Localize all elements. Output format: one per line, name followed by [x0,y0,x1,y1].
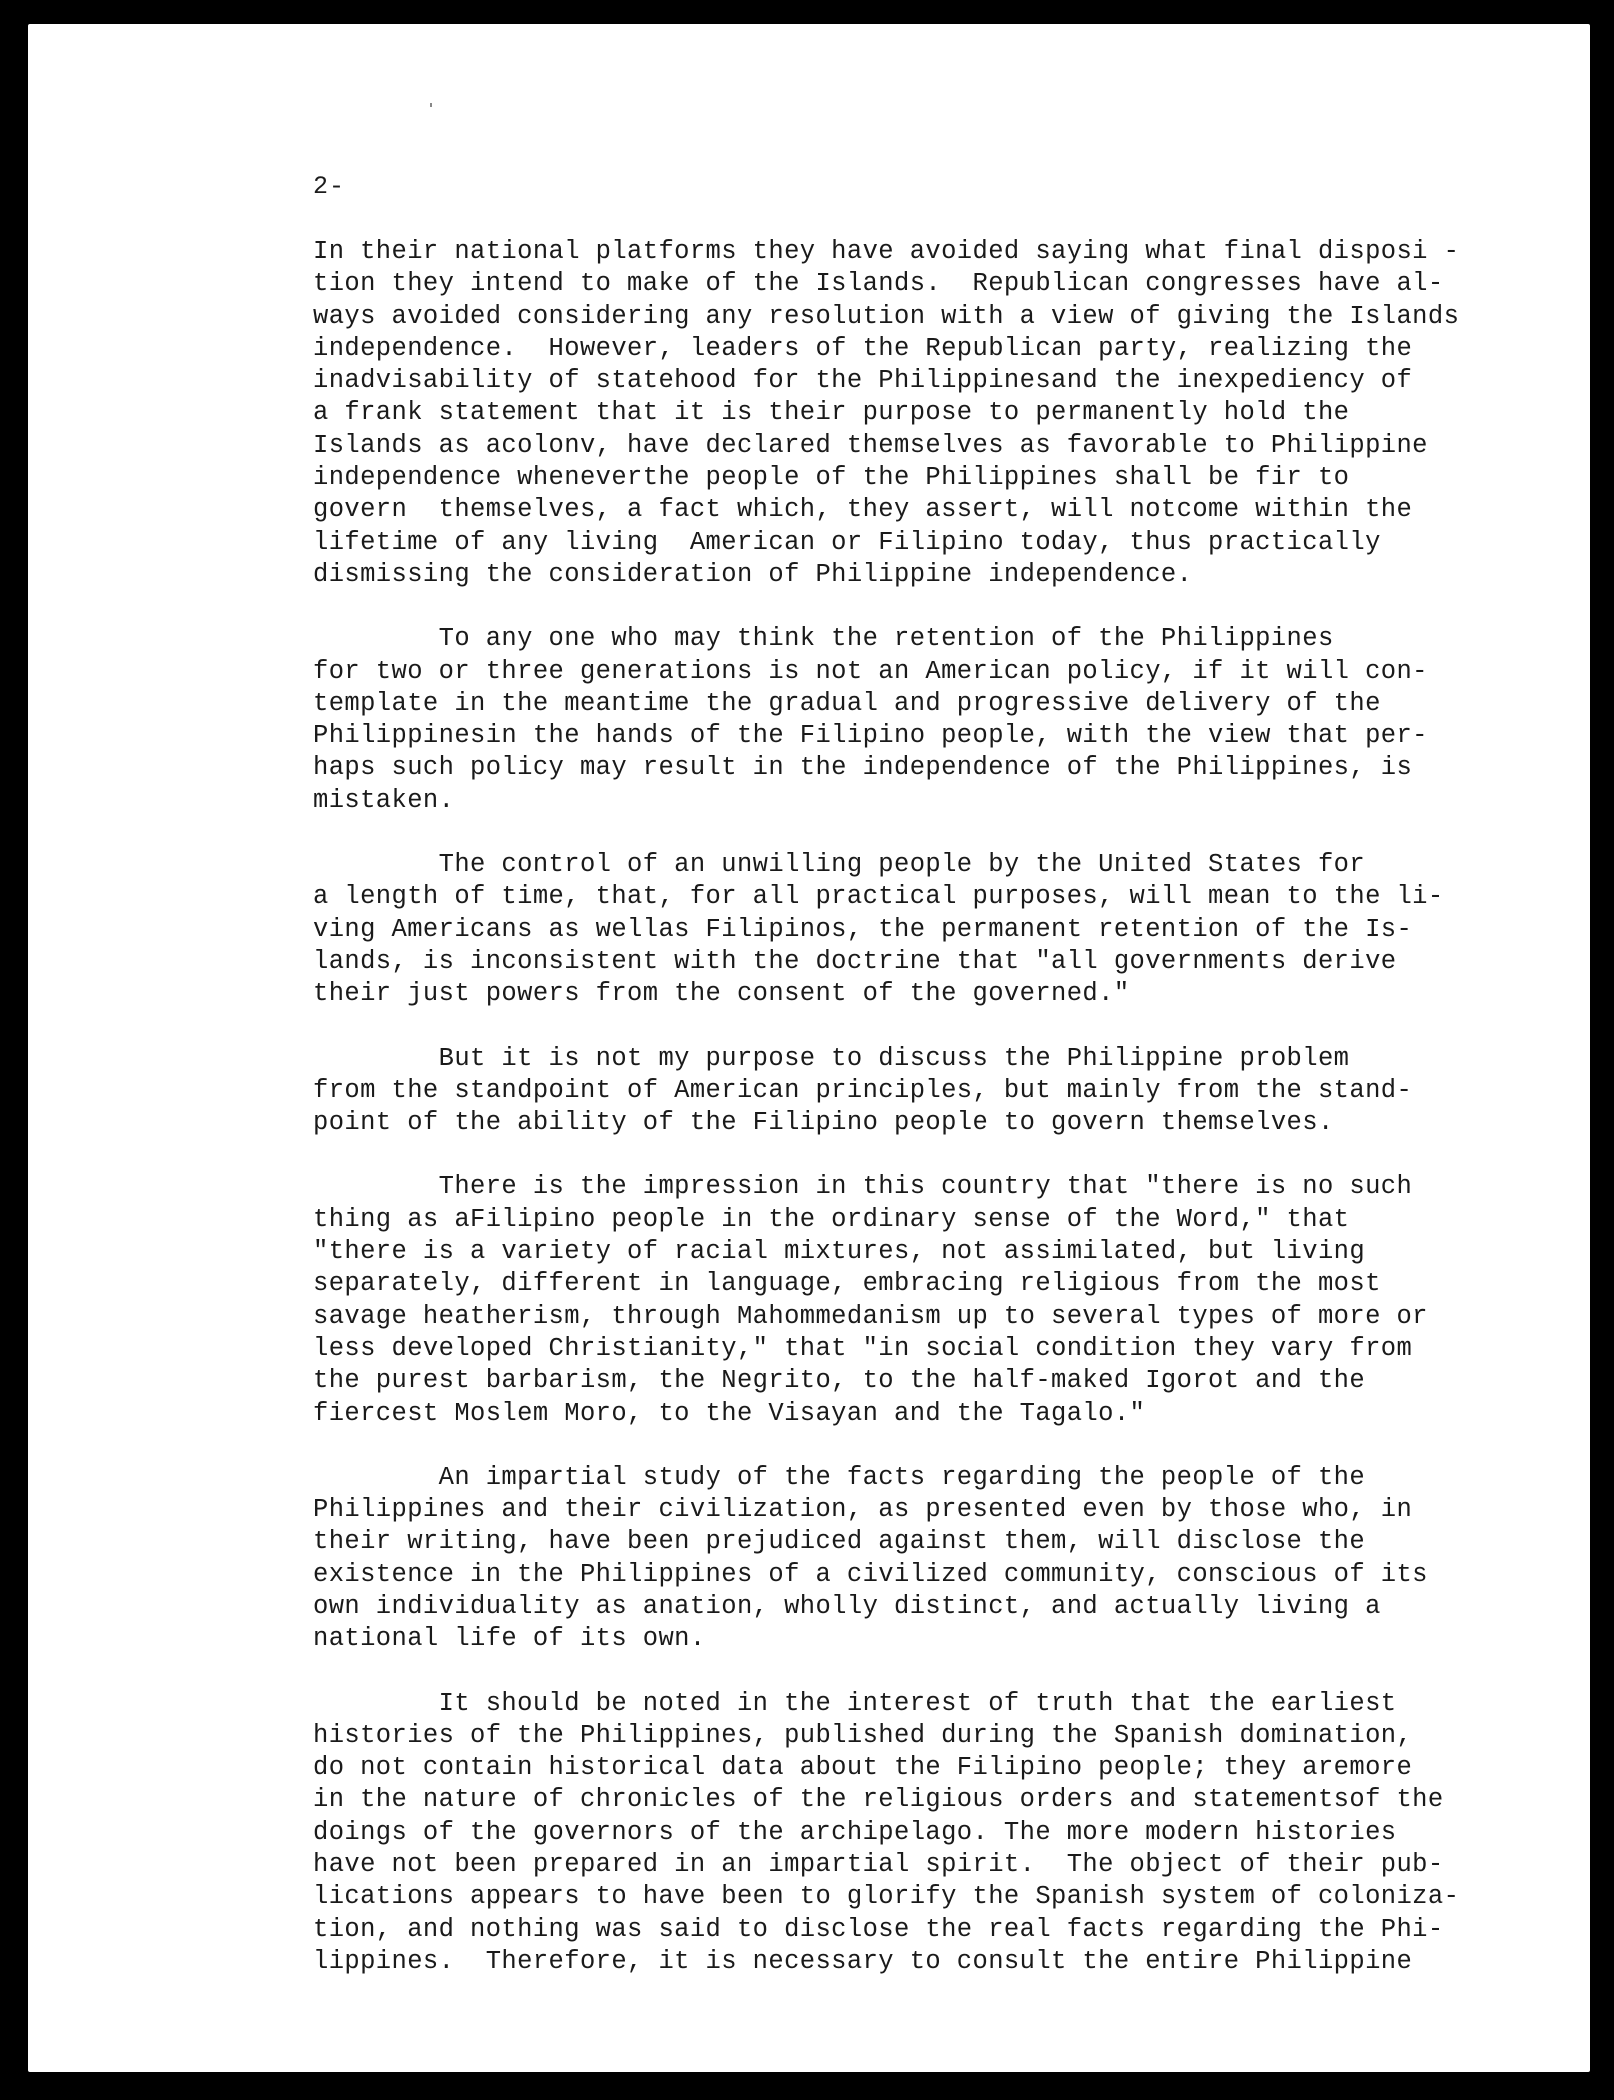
text-line: their just powers from the consent of the governed." [313,979,1130,1009]
text-line: To any one who may think the retention of the Philippines [313,624,1334,654]
document-body [313,236,1503,2010]
page-number: 2- [313,172,346,201]
text-line: Philippinesin the hands of the Filipino people, with the view that per- [313,721,1428,751]
text-line: own individuality as anation, wholly distinct, and actually living a [313,1591,1381,1621]
text-line: It should be noted in the interest of truth that the earliest [313,1688,1397,1718]
text-line: in the nature of chronicles of the religious orders and statementsof the [313,1785,1444,1815]
text-line: existence in the Philippines of a civilized community, conscious of its [313,1559,1428,1589]
paper-speck [430,103,432,107]
text-line: separately, different in language, embracing religious from the most [313,1269,1381,1299]
paragraph-2 [313,623,1503,817]
paragraph-1 [313,236,1503,591]
text-line: do not contain historical data about the Filipino people; they aremore [313,1753,1413,1783]
text-line: point of the ability of the Filipino people to govern themselves. [313,1108,1334,1138]
text-line: savage heatherism, through Mahommedanism up to several types of more or [313,1301,1428,1331]
text-line: histories of the Philippines, published during the Spanish domination, [313,1720,1413,1750]
text-line: tion, and nothing was said to disclose the real facts regarding the Phi- [313,1914,1444,1944]
document-page [28,24,1590,2072]
text-line: a frank statement that it is their purpose to permanently hold the [313,398,1350,428]
text-line: inadvisability of statehood for the Philippinesand the inexpediency of [313,366,1413,396]
text-line: thing as aFilipino people in the ordinary sense of the Word," that [313,1204,1350,1234]
text-line: "there is a variety of racial mixtures, not assimilated, but living [313,1237,1366,1267]
paragraph-4 [313,1043,1503,1140]
paragraph-5 [313,1171,1503,1429]
text-line: lands, is inconsistent with the doctrine that "all governments derive [313,946,1397,976]
text-line: In their national platforms they have avoided saying what final disposi - [313,237,1460,266]
text-line: An impartial study of the facts regarding the people of the [313,1462,1366,1492]
text-line: independence. However, leaders of the Republican party, realizing the [313,333,1413,363]
text-line: Islands as acolonv, have declared themselves as favorable to Philippine [313,430,1428,460]
paragraph-7 [313,1688,1503,1979]
text-line: There is the impression in this country that "there is no such [313,1172,1413,1202]
text-line: have not been prepared in an impartial spirit. The object of their pub- [313,1850,1444,1880]
text-line: doings of the governors of the archipelago. The more modern histories [313,1817,1397,1847]
text-line: govern themselves, a fact which, they assert, will notcome within the [313,495,1413,525]
text-line: less developed Christianity," that "in social condition they vary from [313,1333,1413,1363]
text-line: ways avoided considering any resolution with a view of giving the Islands [313,301,1460,331]
text-line: But it is not my purpose to discuss the Philippine problem [313,1043,1350,1073]
text-line: dismissing the consideration of Philippine independence. [313,559,1193,589]
text-line: from the standpoint of American principles, but mainly from the stand- [313,1075,1413,1105]
text-line: fiercest Moslem Moro, to the Visayan and the Tagalo." [313,1398,1146,1428]
text-line: The control of an unwilling people by the United States for [313,850,1366,880]
text-line: for two or three generations is not an American policy, if it will con- [313,656,1428,686]
paragraph-6 [313,1462,1503,1656]
text-line: ving Americans as wellas Filipinos, the permanent retention of the Is- [313,914,1413,944]
text-line: independence wheneverthe people of the Philippines shall be fir to [313,463,1350,493]
text-line: tion they intend to make of the Islands. Republican congresses have al- [313,269,1444,299]
text-line: the purest barbarism, the Negrito, to the half-maked Igorot and the [313,1366,1366,1396]
text-line: mistaken. [313,785,455,815]
text-line: lifetime of any living American or Filipino today, thus practically [313,527,1381,557]
text-line: national life of its own. [313,1624,706,1654]
text-line: lippines. Therefore, it is necessary to consult the entire Philippine [313,1946,1413,1976]
text-line: a length of time, that, for all practical purposes, will mean to the li- [313,882,1444,912]
text-line: their writing, have been prejudiced against them, will disclose the [313,1527,1366,1557]
paragraph-3 [313,849,1503,1010]
text-line: lications appears to have been to glorify the Spanish system of coloniza- [313,1882,1460,1912]
text-line: Philippines and their civilization, as presented even by those who, in [313,1495,1413,1525]
text-line: template in the meantime the gradual and progressive delivery of the [313,688,1381,718]
text-line: haps such policy may result in the independence of the Philippines, is [313,753,1413,783]
